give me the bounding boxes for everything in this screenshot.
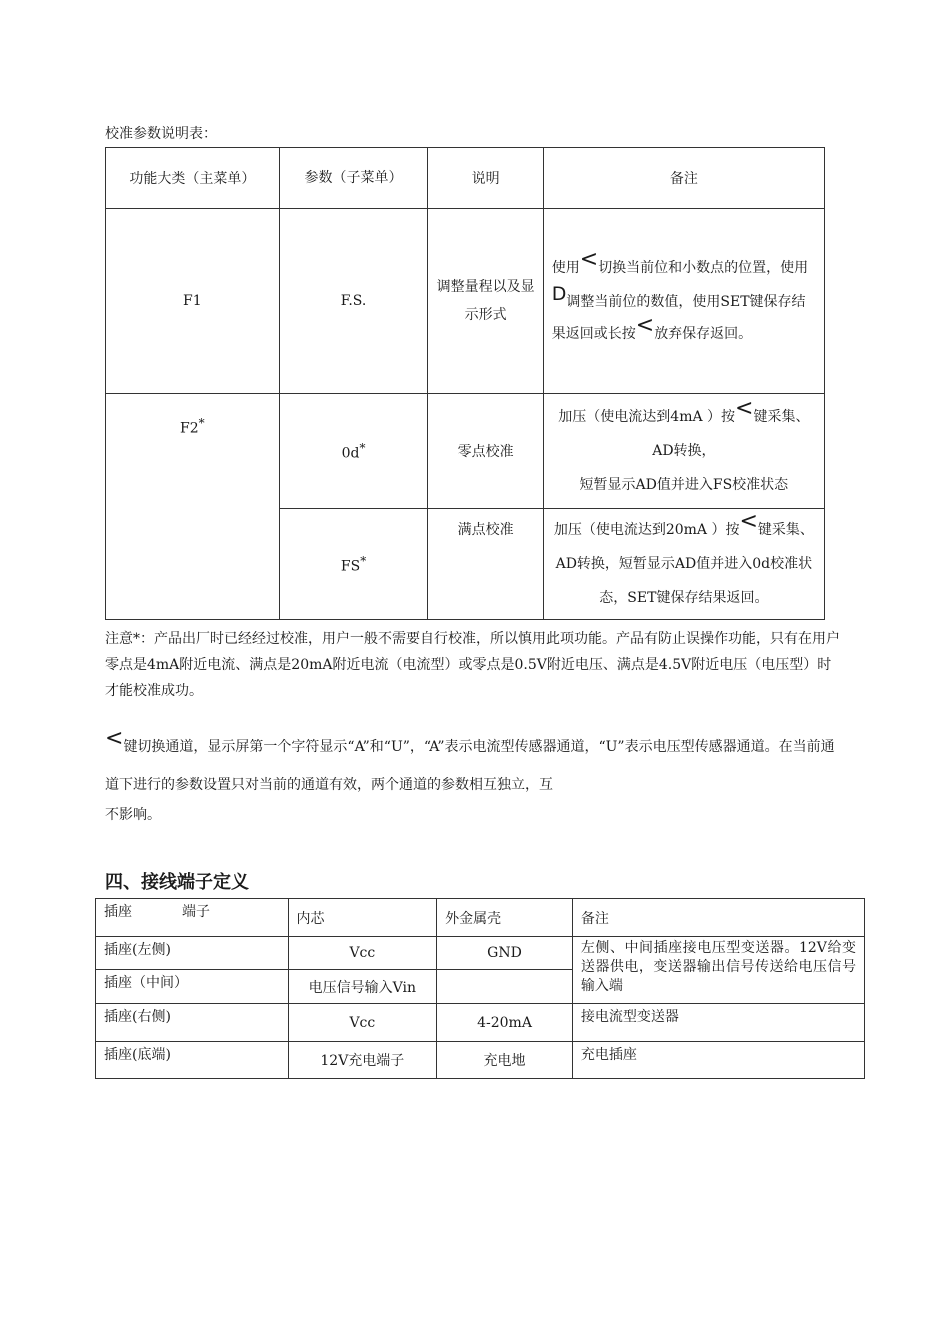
header-terminal: 端子 bbox=[182, 904, 210, 920]
cell-socket: 插座(右侧) bbox=[96, 1004, 289, 1042]
channel-text-end: 不影响。 bbox=[105, 807, 161, 823]
cell-remark-f1 bbox=[543, 209, 824, 394]
cell-socket: 插座(左侧) bbox=[96, 937, 289, 970]
cell-shell: GND bbox=[437, 937, 573, 970]
header-socket-terminal bbox=[96, 899, 289, 937]
remark-text: 键采集、AD转换， bbox=[652, 409, 810, 459]
remark-text: 短暂显示AD值并进入FS校准状态 bbox=[579, 477, 789, 493]
terminal-table bbox=[95, 898, 865, 1079]
star-mark: * bbox=[198, 416, 205, 430]
cell-param-fs-star bbox=[279, 509, 428, 620]
remark-text: 加压（使电流达到20mA ）按 bbox=[553, 522, 740, 538]
cell-remark-zero bbox=[543, 394, 824, 509]
cell-param-0d bbox=[279, 394, 428, 509]
cell-shell: 4-20mA bbox=[437, 1004, 573, 1042]
cell-socket: 插座(底端) bbox=[96, 1042, 289, 1079]
star-mark: * bbox=[360, 553, 367, 568]
cell-menu-f1: F1 bbox=[106, 209, 280, 394]
param-fs-label: FS bbox=[340, 558, 361, 575]
table-row bbox=[96, 1004, 865, 1042]
cell-desc-zero: 零点校准 bbox=[428, 394, 543, 509]
cell-core: 电压信号输入Vin bbox=[288, 970, 437, 1004]
cell-remark: 充电插座 bbox=[572, 1042, 864, 1079]
table-row bbox=[106, 209, 825, 394]
header-remark: 备注 bbox=[543, 148, 824, 209]
cell-remark-full bbox=[543, 509, 824, 620]
remark-text: 放弃保存返回。 bbox=[654, 326, 753, 342]
header-core: 内芯 bbox=[288, 899, 437, 937]
channel-paragraph bbox=[105, 728, 845, 826]
d-key-icon: D bbox=[551, 283, 567, 305]
cell-socket: 插座（中间） bbox=[96, 970, 289, 1004]
calibration-note: 注意*：产品出厂时已经经过校准，用户一般不需要自行校准，所以慎用此项功能。产品有防止误操作功能，只有在用户零点是4mA附近电流、满点是20mA附近电流（电流型）或零点是0.5V附近电压、满点是4.5V附近电压（电压型）时才能校准成功。 bbox=[105, 631, 840, 699]
param-0d-label: 0d bbox=[341, 445, 360, 462]
table-row bbox=[96, 937, 865, 970]
channel-text: 键切换通道，显示屏第一个字符显示“A”和“U”，“A”表示电流型传感器通道，“U”表示电压型传感器通道。在当前通道下进行的参数设置只对当前的通道有效，两个通道的参数相互独立，互 bbox=[105, 739, 835, 793]
table-header-row bbox=[96, 899, 865, 937]
remark-text: 调整当前位的数值，使用SET键保存结果返回或长按 bbox=[551, 294, 806, 342]
cell-param-fs: F.S. bbox=[279, 209, 428, 394]
cell-core: 12V充电端子 bbox=[288, 1042, 437, 1079]
menu-f2-label: F2 bbox=[180, 420, 199, 437]
cell-remark: 接电流型变送器 bbox=[572, 1004, 864, 1042]
cell-core: Vcc bbox=[288, 1004, 437, 1042]
cell-shell bbox=[437, 970, 573, 1004]
cell-desc-full: 满点校准 bbox=[428, 509, 543, 620]
calibration-table bbox=[105, 147, 825, 620]
left-key-icon: < bbox=[735, 396, 754, 421]
left-key-icon: < bbox=[105, 726, 124, 751]
header-description: 说明 bbox=[428, 148, 543, 209]
calibration-table-caption: 校准参数说明表： bbox=[105, 126, 217, 142]
cell-core: Vcc bbox=[288, 937, 437, 970]
header-submenu: 参数（子菜单） bbox=[279, 148, 428, 209]
section-title: 四、接线端子定义 bbox=[105, 872, 249, 893]
remark-text: 键采集、AD转换，短暂显示AD值并进入0d校准状态，SET键保存结果返回。 bbox=[555, 522, 814, 606]
table-row bbox=[96, 1042, 865, 1079]
left-key-icon: < bbox=[635, 313, 655, 338]
left-key-icon: < bbox=[739, 509, 758, 534]
header-remark: 备注 bbox=[572, 899, 864, 937]
cell-remark-merged: 左侧、中间插座接电压型变送器。12V给变送器供电，变送器输出信号传送给电压信号输入端 bbox=[572, 937, 864, 1004]
table-header-row bbox=[106, 148, 825, 209]
header-shell: 外金属壳 bbox=[437, 899, 573, 937]
remark-text: 加压（使电流达到4mA ）按 bbox=[558, 409, 736, 425]
remark-text: 使用 bbox=[551, 260, 580, 276]
remark-text: 切换当前位和小数点的位置，使用 bbox=[598, 260, 809, 276]
star-mark: * bbox=[359, 440, 366, 455]
cell-desc-range: 调整量程以及显示形式 bbox=[428, 209, 543, 394]
header-main-menu: 功能大类（主菜单） bbox=[106, 148, 280, 209]
header-socket: 插座 bbox=[104, 904, 132, 920]
table-row bbox=[106, 394, 825, 509]
cell-menu-f2 bbox=[106, 394, 280, 620]
cell-shell: 充电地 bbox=[437, 1042, 573, 1079]
left-key-icon: < bbox=[579, 247, 599, 272]
